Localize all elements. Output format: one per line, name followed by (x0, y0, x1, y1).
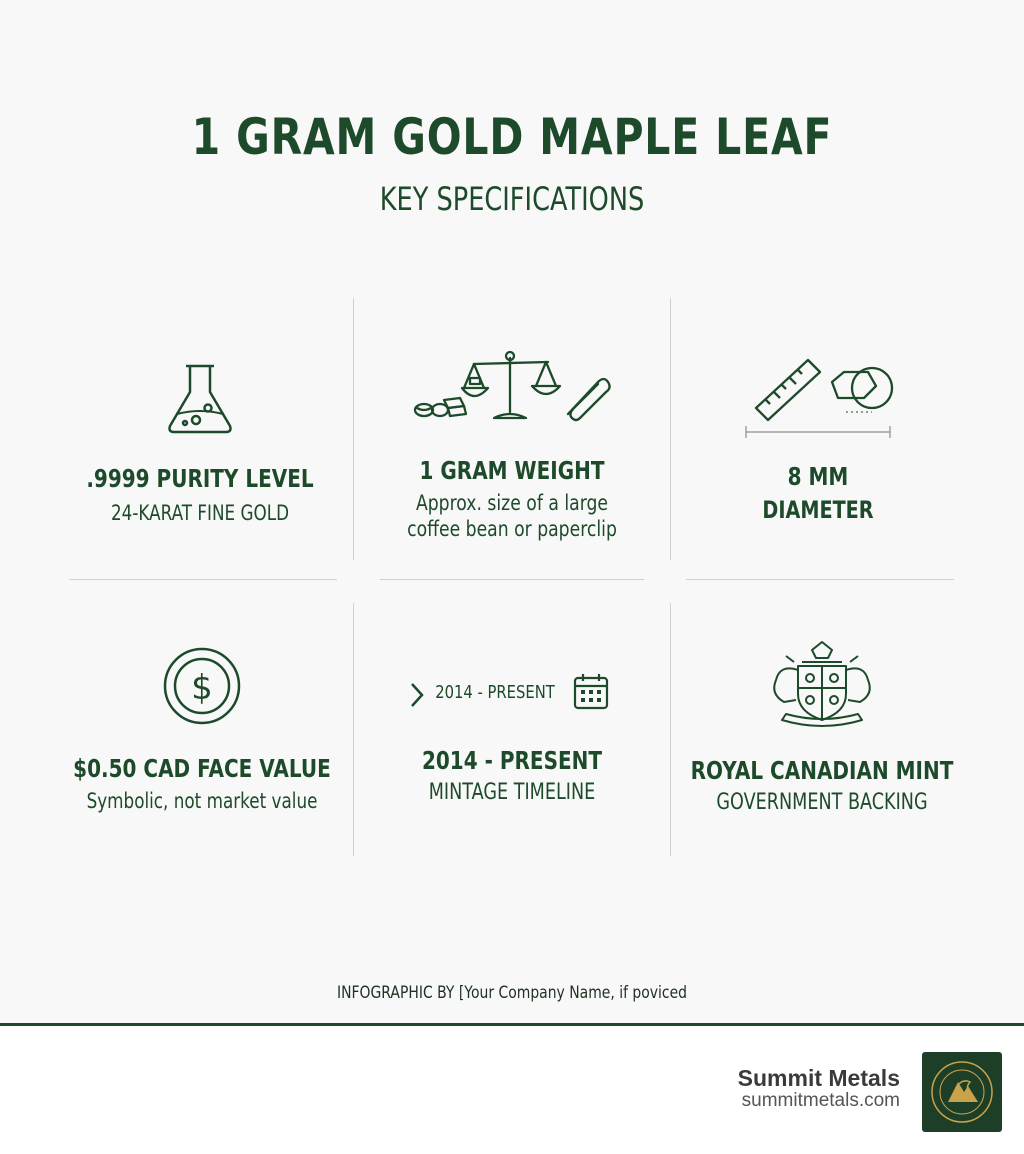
infographic-subtitle: KEY SPECIFICATIONS (379, 180, 645, 218)
spec-subtext: MINTAGE TIMELINE (428, 780, 596, 805)
divider (686, 579, 954, 580)
spec-subtext: Symbolic, not market value (86, 789, 318, 813)
spec-weight (362, 340, 662, 550)
ruler-icon (668, 352, 968, 444)
balance-scale-icon (362, 348, 662, 428)
divider (380, 579, 644, 580)
spec-subtext: 24-KARAT FINE GOLD (110, 501, 290, 525)
divider (69, 579, 337, 580)
divider (353, 298, 354, 560)
flask-icon (50, 352, 350, 436)
spec-subtext: GOVERNMENT BACKING (716, 790, 928, 815)
spec-subtext: Approx. size of a large coffee bean or paperclip (407, 491, 617, 541)
infographic-credit: INFOGRAPHIC BY [Your Company Name, if poviced (336, 983, 688, 1003)
coat-of-arms-icon (672, 640, 972, 732)
spec-face-value (52, 640, 352, 840)
dollar-coin-icon (52, 644, 352, 728)
spec-timeline (362, 640, 662, 840)
spec-diameter (668, 340, 968, 540)
spec-heading: 8 MM (787, 462, 849, 491)
svg-text:$: $ (191, 668, 213, 708)
spec-heading: 2014 - PRESENT (421, 746, 603, 775)
brand-url[interactable]: summitmetals.com (741, 1090, 900, 1111)
chevron-right-icon (406, 682, 426, 708)
spec-purity (50, 340, 350, 540)
spec-heading: ROYAL CANADIAN MINT (690, 756, 954, 785)
infographic-title: 1 GRAM GOLD MAPLE LEAF (191, 108, 833, 166)
summit-metals-logo (922, 1052, 1002, 1132)
spec-heading: $0.50 CAD FACE VALUE (73, 754, 331, 783)
divider (353, 603, 354, 856)
spec-mint (672, 640, 972, 840)
timeline-label: 2014 - PRESENT (435, 682, 555, 703)
spec-subtext: DIAMETER (762, 496, 874, 524)
spec-heading: .9999 PURITY LEVEL (86, 464, 314, 493)
divider (670, 603, 671, 856)
calendar-icon (572, 672, 612, 712)
brand-name: Summit Metals (737, 1065, 900, 1091)
spec-heading: 1 GRAM WEIGHT (419, 456, 605, 485)
